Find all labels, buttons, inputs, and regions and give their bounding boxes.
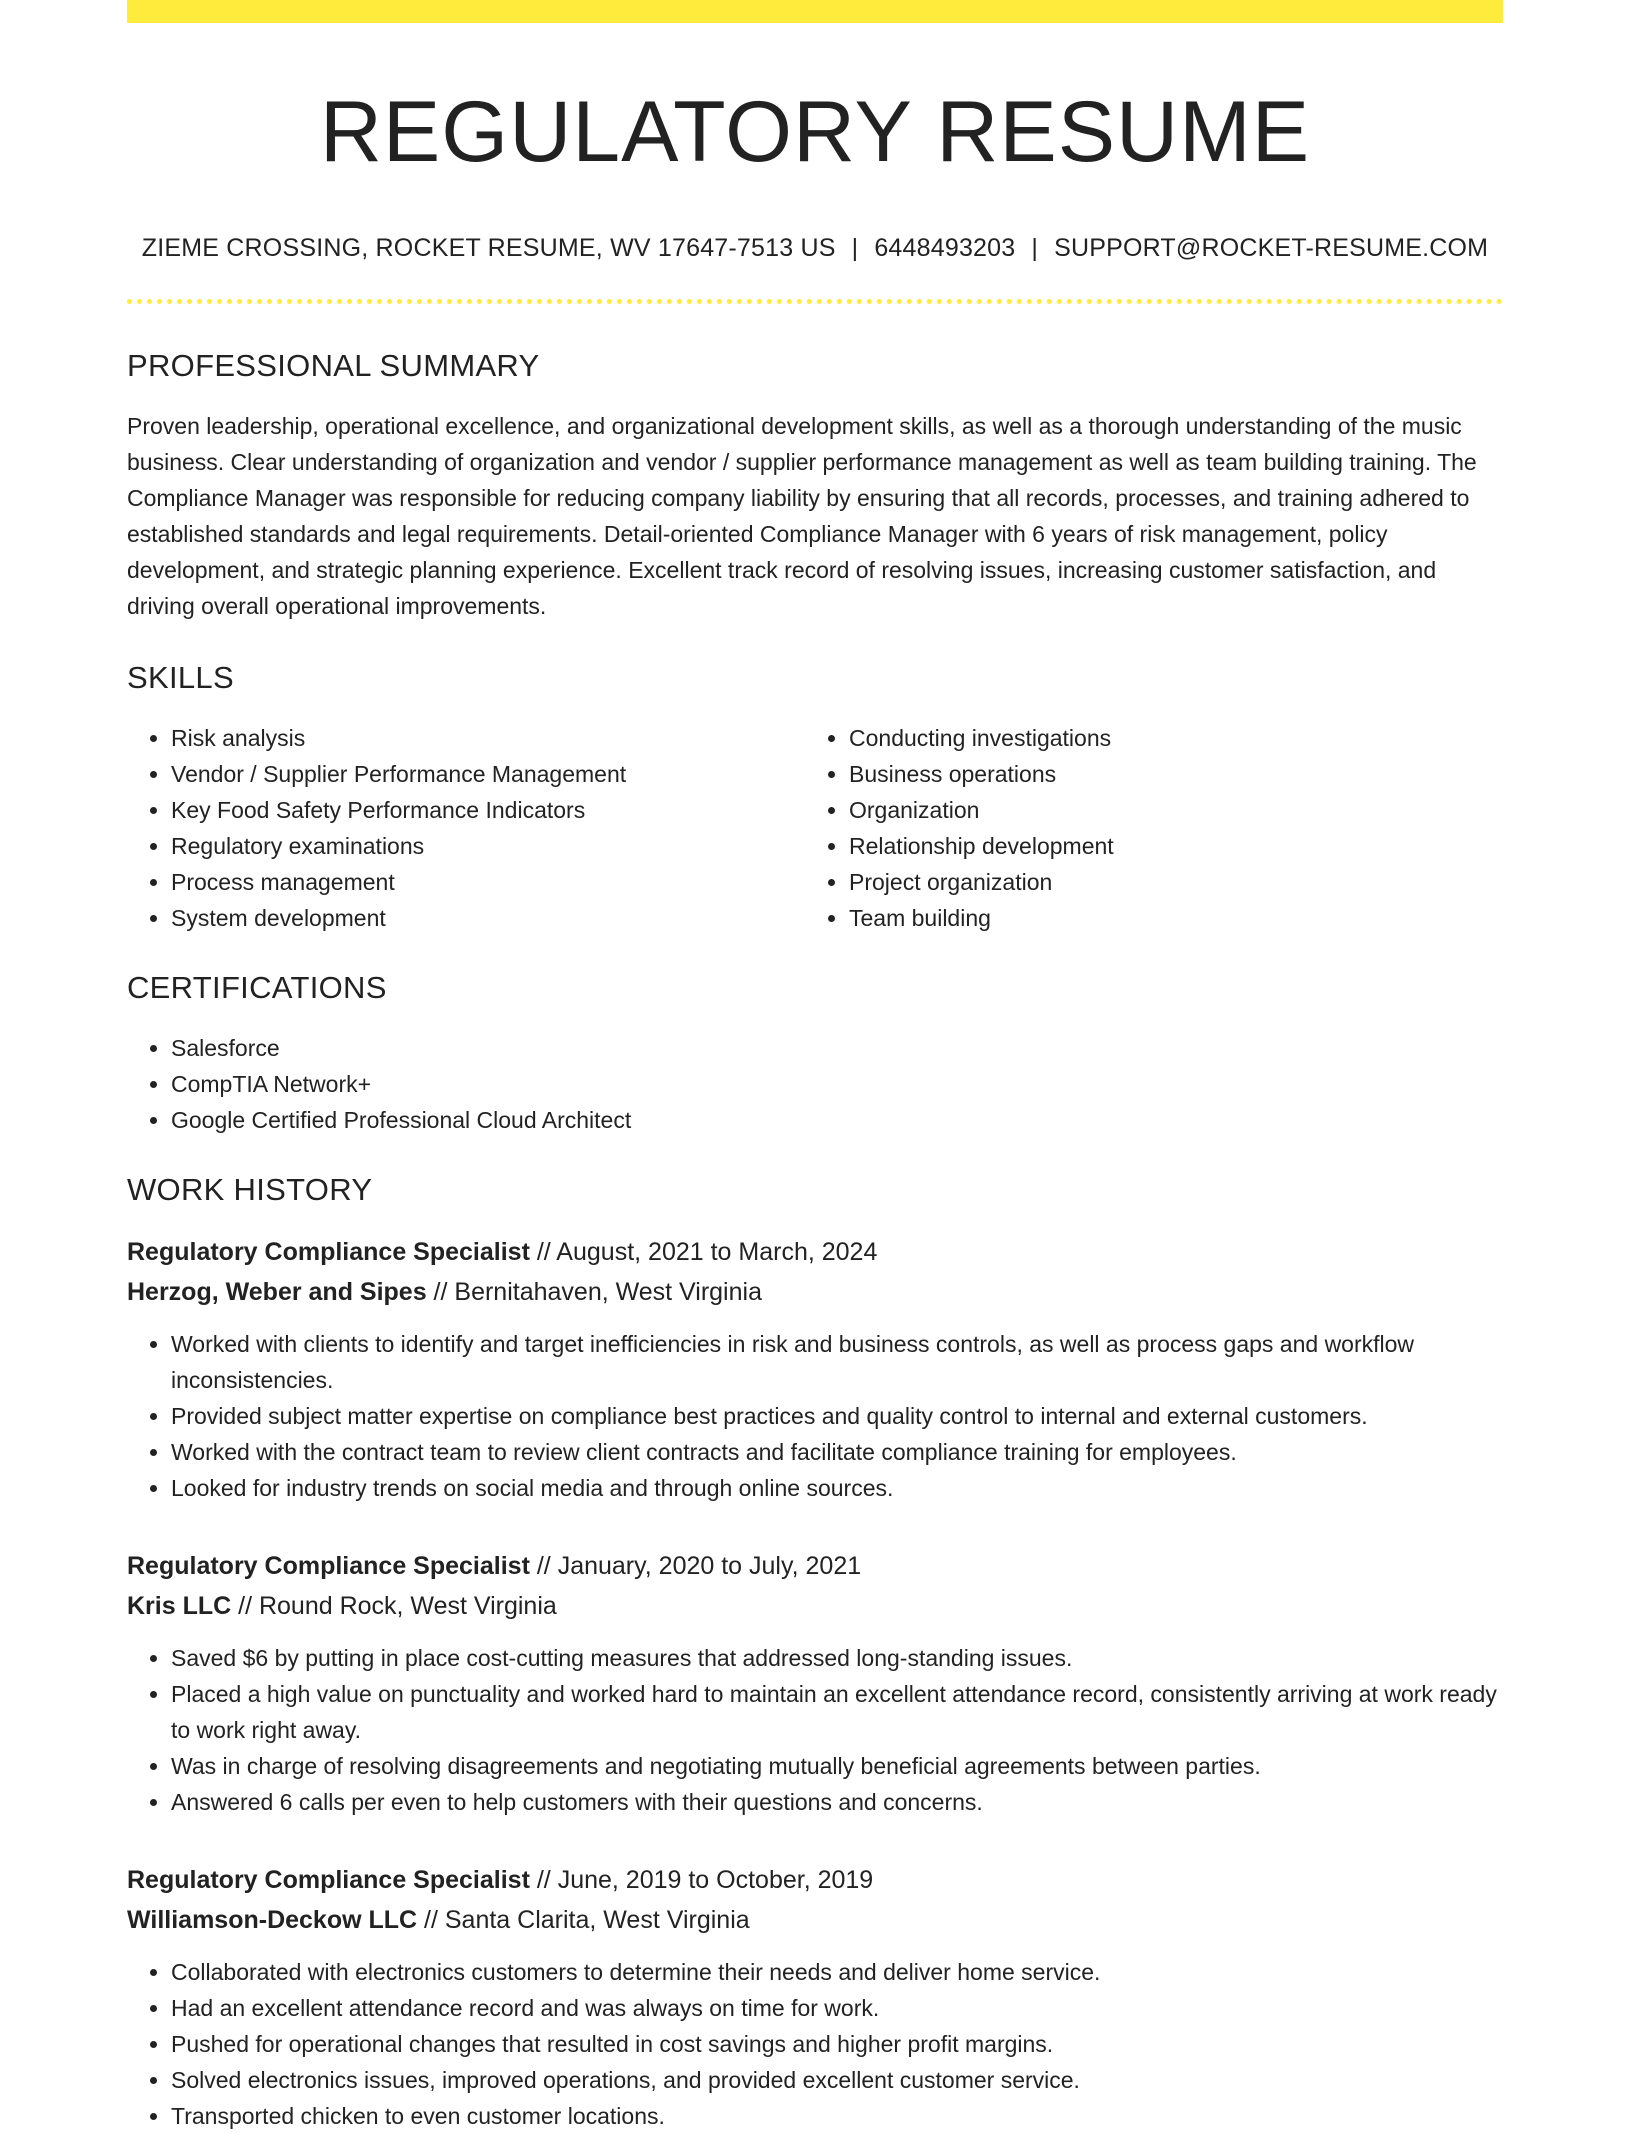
job-entry bbox=[127, 1546, 1503, 1820]
skills-heading: SKILLS bbox=[127, 659, 234, 695]
job-bullets bbox=[127, 1954, 1503, 2134]
job-entry bbox=[127, 1232, 1503, 1506]
job-role-line bbox=[127, 1860, 1503, 1900]
job-company: Williamson-Deckow LLC bbox=[127, 1905, 418, 1934]
contact-separator: | bbox=[851, 233, 859, 262]
job-role: Regulatory Compliance Specialist bbox=[127, 1865, 530, 1894]
job-company: Kris LLC bbox=[127, 1591, 232, 1620]
job-bullet: • Was in charge of resolving disagreements and negotiating mutually beneficial agreements between parties. bbox=[171, 1748, 1503, 1784]
job-dates: // January, 2020 to July, 2021 bbox=[529, 1551, 862, 1580]
accent-top-bar bbox=[127, 0, 1503, 23]
job-bullet: • Answered 6 calls per even to help customers with their questions and concerns. bbox=[171, 1784, 1503, 1820]
job-role: Regulatory Compliance Specialist bbox=[127, 1237, 530, 1266]
skills-list bbox=[127, 720, 1503, 936]
summary-heading: PROFESSIONAL SUMMARY bbox=[127, 347, 540, 383]
job-role: Regulatory Compliance Specialist bbox=[127, 1551, 530, 1580]
skill-item: • Conducting investigations bbox=[849, 720, 1483, 756]
job-bullet: • Collaborated with electronics customers to determine their needs and deliver home service. bbox=[171, 1954, 1503, 1990]
job-dates: // August, 2021 to March, 2024 bbox=[529, 1237, 878, 1266]
job-location: // Round Rock, West Virginia bbox=[231, 1591, 557, 1620]
summary-text: Proven leadership, operational excellence, and organizational development skills, as well as a thorough understanding of the music business. Clear understanding of organization and vendor / supplier performance management as well as team building training. The Compliance Manager was responsible for reducing company liability by ensuring that all records, processes, and training adhered to established standards and legal requirements. Detail-oriented Compliance Manager with 6 years of risk management, policy development, and strategic planning experience. Excellent track record of resolving issues, increasing customer satisfaction, and driving overall operational improvements. bbox=[127, 412, 1477, 619]
job-company-line bbox=[127, 1900, 1503, 1940]
job-bullet: • Provided subject matter expertise on compliance best practices and quality control to internal and external customers. bbox=[171, 1398, 1503, 1434]
job-company: Herzog, Weber and Sipes bbox=[127, 1277, 427, 1306]
job-bullet: • Looked for industry trends on social media and through online sources. bbox=[171, 1470, 1503, 1506]
contact-line bbox=[127, 234, 1503, 263]
job-dates: // June, 2019 to October, 2019 bbox=[529, 1865, 874, 1894]
job-entry bbox=[127, 1860, 1503, 2134]
job-role-line bbox=[127, 1232, 1503, 1272]
skill-item: • Team building bbox=[849, 900, 1483, 936]
resume-page bbox=[127, 0, 1503, 2134]
job-bullet: • Worked with clients to identify and target inefficiencies in risk and business controls, as well as process gaps and workflow inconsistencies. bbox=[171, 1326, 1503, 1398]
skill-item: • Vendor / Supplier Performance Management bbox=[171, 756, 805, 792]
job-bullet: • Had an excellent attendance record and was always on time for work. bbox=[171, 1990, 1503, 2026]
skill-item: • Business operations bbox=[849, 756, 1483, 792]
job-bullet: • Saved $6 by putting in place cost-cutting measures that addressed long-standing issues. bbox=[171, 1640, 1503, 1676]
job-bullet: • Solved electronics issues, improved operations, and provided excellent customer service. bbox=[171, 2062, 1503, 2098]
job-bullet: • Placed a high value on punctuality and worked hard to maintain an excellent attendance record, consistently arriving at work ready to work right away. bbox=[171, 1676, 1503, 1748]
certifications-list bbox=[127, 1030, 1503, 1138]
contact-separator: | bbox=[1031, 233, 1039, 262]
job-role-line bbox=[127, 1546, 1503, 1586]
skill-item: • Process management bbox=[171, 864, 805, 900]
job-company-line bbox=[127, 1272, 1503, 1312]
skills-column-right bbox=[805, 720, 1483, 936]
skill-item: • Key Food Safety Performance Indicators bbox=[171, 792, 805, 828]
skill-item: • Organization bbox=[849, 792, 1483, 828]
dotted-divider bbox=[127, 299, 1503, 304]
job-bullet: • Worked with the contract team to review client contracts and facilitate compliance training for employees. bbox=[171, 1434, 1503, 1470]
job-location: // Santa Clarita, West Virginia bbox=[417, 1905, 750, 1934]
job-bullets bbox=[127, 1326, 1503, 1506]
certification-item: • CompTIA Network+ bbox=[171, 1066, 1503, 1102]
job-bullet: • Pushed for operational changes that resulted in cost savings and higher profit margins. bbox=[171, 2026, 1503, 2062]
certification-item: • Salesforce bbox=[171, 1030, 1503, 1066]
job-bullets bbox=[127, 1640, 1503, 1820]
skill-item: • Regulatory examinations bbox=[171, 828, 805, 864]
skill-item: • System development bbox=[171, 900, 805, 936]
job-company-line bbox=[127, 1586, 1503, 1626]
certification-item: • Google Certified Professional Cloud Architect bbox=[171, 1102, 1503, 1138]
skill-item: • Project organization bbox=[849, 864, 1483, 900]
skill-item: • Relationship development bbox=[849, 828, 1483, 864]
job-bullet: • Transported chicken to even customer locations. bbox=[171, 2098, 1503, 2134]
skill-item: • Risk analysis bbox=[171, 720, 805, 756]
contact-phone: 6448493203 bbox=[874, 233, 1016, 262]
skills-column-left bbox=[127, 720, 805, 936]
certifications-heading: CERTIFICATIONS bbox=[127, 969, 387, 1005]
resume-title: REGULATORY RESUME bbox=[319, 84, 1311, 180]
work-history-heading: WORK HISTORY bbox=[127, 1171, 373, 1207]
contact-email: SUPPORT@ROCKET-RESUME.COM bbox=[1054, 233, 1489, 262]
job-location: // Bernitahaven, West Virginia bbox=[426, 1277, 762, 1306]
contact-address: ZIEME CROSSING, ROCKET RESUME, WV 17647-7513 US bbox=[141, 233, 836, 262]
